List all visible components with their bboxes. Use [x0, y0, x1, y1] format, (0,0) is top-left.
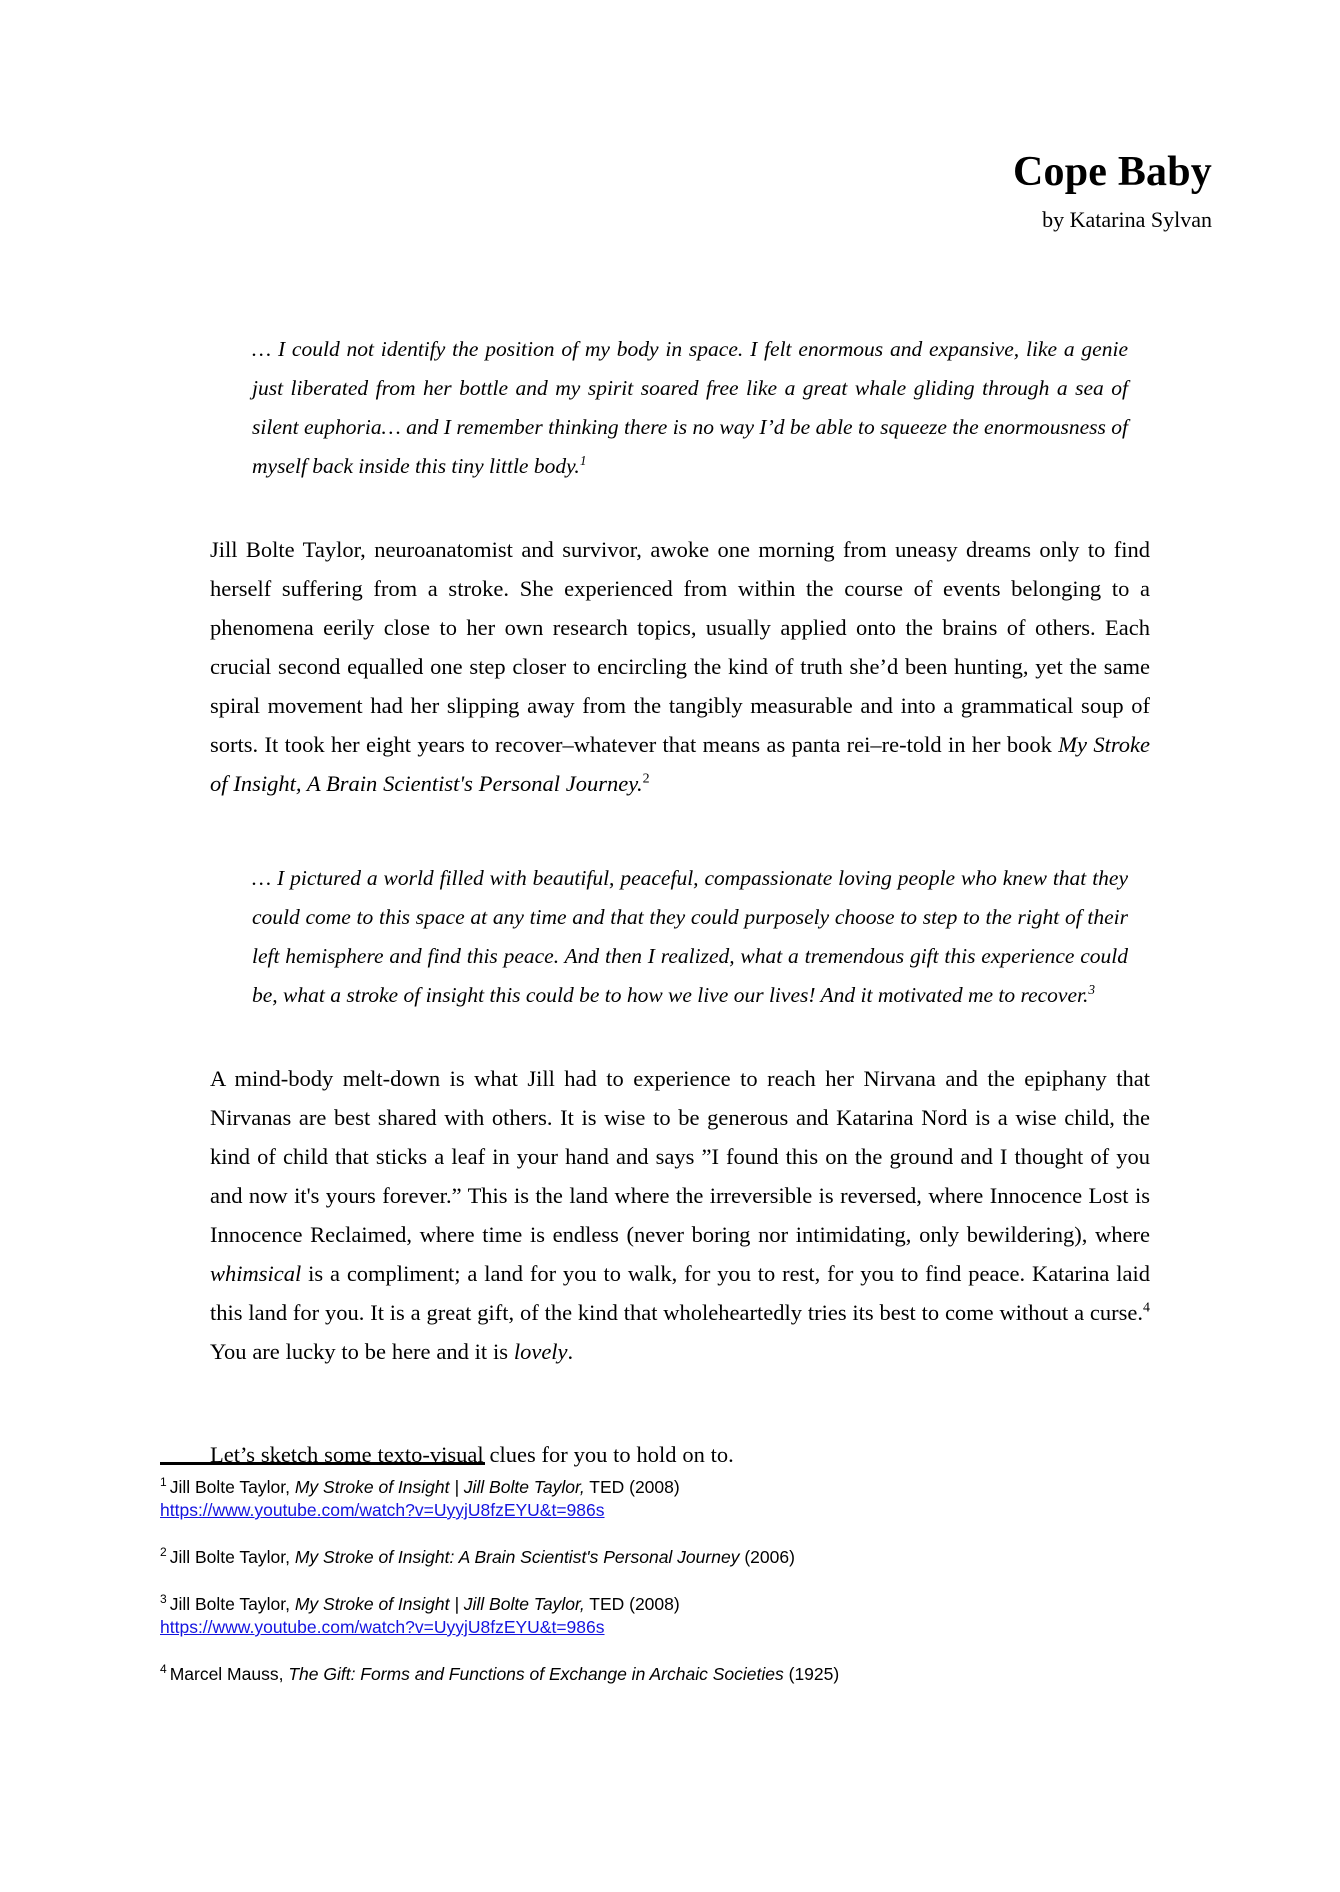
- paragraph-2-emphasis-lovely: lovely: [513, 1339, 568, 1364]
- paragraph-2-text-b: is a compliment; a land for you to walk, for you to rest, for you to find peace. Katarina laid this land for you. It is a great gift, of the kind that wholeheartedly tries its best to come without a curse.: [210, 1261, 1150, 1325]
- footnote-number: 3: [160, 1592, 167, 1607]
- footnote-link[interactable]: https://www.youtube.com/watch?v=UyyjU8fzEYU&t=986s: [160, 1617, 605, 1637]
- document-byline: by Katarina Sylvan: [1042, 207, 1212, 233]
- footnote-marker-1[interactable]: 1: [579, 452, 587, 468]
- footnote-item: [160, 1475, 1160, 1522]
- block-quote-2-text: … I pictured a world filled with beautiful, peaceful, compassionate loving people who knew that they could come to this space at any time and that they could purposely choose to step to the right of their left hemisphere and find this peace. And then I realized, what a tremendous gift this experience could be, what a stroke of insight this could be to how we live our lives! And it motivated me to recover.: [252, 866, 1128, 1007]
- footnote-number: 4: [160, 1662, 167, 1677]
- document-body: [210, 330, 1150, 1474]
- footnote-author: Jill Bolte Taylor,: [169, 1547, 295, 1567]
- footnote-author: Jill Bolte Taylor,: [169, 1477, 295, 1497]
- footnote-suffix: (2006): [739, 1547, 795, 1567]
- paragraph-3: Let’s sketch some texto-visual clues for you to hold on to.: [210, 1442, 734, 1467]
- footnote-title: My Stroke of Insight | Jill Bolte Taylor,: [294, 1477, 585, 1497]
- block-quote-1: [210, 330, 1150, 486]
- footnote-item: [160, 1662, 1160, 1686]
- block-quote-2: [210, 859, 1150, 1015]
- paragraph-2-emphasis-whimsical: whimsical: [210, 1261, 302, 1286]
- spacer: [210, 833, 1150, 859]
- footnote-author: Marcel Mauss,: [169, 1664, 289, 1684]
- footnote-item: [160, 1545, 1160, 1569]
- footnote-separator-rule: [160, 1462, 485, 1465]
- footnote-number: 1: [160, 1475, 167, 1490]
- paragraph-2-text-a: A mind-body melt-down is what Jill had to experience to reach her Nirvana and the epiphany that Nirvanas are best shared with others. It is wise to be generous and Katarina Nord is a wise child, the kind of child that sticks a leaf in your hand and says ”I found this on the ground and I thought of you and now it's yours forever.” This is the land where the irreversible is reversed, where Innocence Lost is Innocence Reclaimed, where time is endless (never boring nor intimidating, only bewildering), where: [210, 1066, 1150, 1247]
- footnotes-section: [160, 1462, 1160, 1686]
- paragraph-2-text-d: .: [567, 1339, 574, 1364]
- footnote-marker-2[interactable]: 2: [642, 771, 650, 787]
- footnote-title: My Stroke of Insight: A Brain Scientist's Personal Journey: [294, 1547, 740, 1567]
- footnote-suffix: TED (2008): [584, 1477, 680, 1497]
- spacer: [210, 1401, 1150, 1435]
- footnote-author: Jill Bolte Taylor,: [169, 1594, 295, 1614]
- block-quote-1-text: … I could not identify the position of my body in space. I felt enormous and expansive, like a genie just liberated from her bottle and my spirit soared free like a great whale gliding through a sea of silent euphoria… and I remember thinking there is no way I’d be able to squeeze the enormousness of myself back inside this tiny little body.: [252, 337, 1128, 478]
- footnote-marker-4[interactable]: 4: [1143, 1300, 1150, 1316]
- spacer: [210, 486, 1150, 530]
- footnote-link[interactable]: https://www.youtube.com/watch?v=UyyjU8fzEYU&t=986s: [160, 1500, 605, 1520]
- footnote-item: [160, 1592, 1160, 1639]
- paragraph-1: [210, 530, 1150, 803]
- paragraph-1-text: Jill Bolte Taylor, neuroanatomist and survivor, awoke one morning from uneasy dreams only to find herself suffering from a stroke. She experienced from within the course of events belonging to a phenomena eerily close to her own research topics, usually applied onto the brains of others. Each crucial second equalled one step closer to encircling the kind of truth she’d been hunting, yet the same spiral movement had her slipping away from the tangibly measurable and into a grammatical soup of sorts. It took her eight years to recover–whatever that means as panta rei–re-told in her book: [210, 537, 1150, 757]
- footnote-suffix: TED (2008): [584, 1594, 680, 1614]
- footnote-marker-3[interactable]: 3: [1088, 981, 1096, 997]
- page-title: Cope Baby: [1012, 149, 1212, 195]
- paragraph-1-book-title: My Stroke of Insight, A Brain Scientist's Personal Journey.: [210, 732, 1150, 796]
- footnote-title: The Gift: Forms and Functions of Exchange in Archaic Societies: [288, 1664, 784, 1684]
- footnote-number: 2: [160, 1545, 167, 1560]
- footnote-title: My Stroke of Insight | Jill Bolte Taylor,: [294, 1594, 585, 1614]
- paragraph-2-text-c: You are lucky to be here and it is: [210, 1339, 514, 1364]
- spacer: [210, 1015, 1150, 1059]
- paragraph-2: [210, 1059, 1150, 1371]
- document-header: [1013, 150, 1212, 232]
- footnote-suffix: (1925): [783, 1664, 840, 1684]
